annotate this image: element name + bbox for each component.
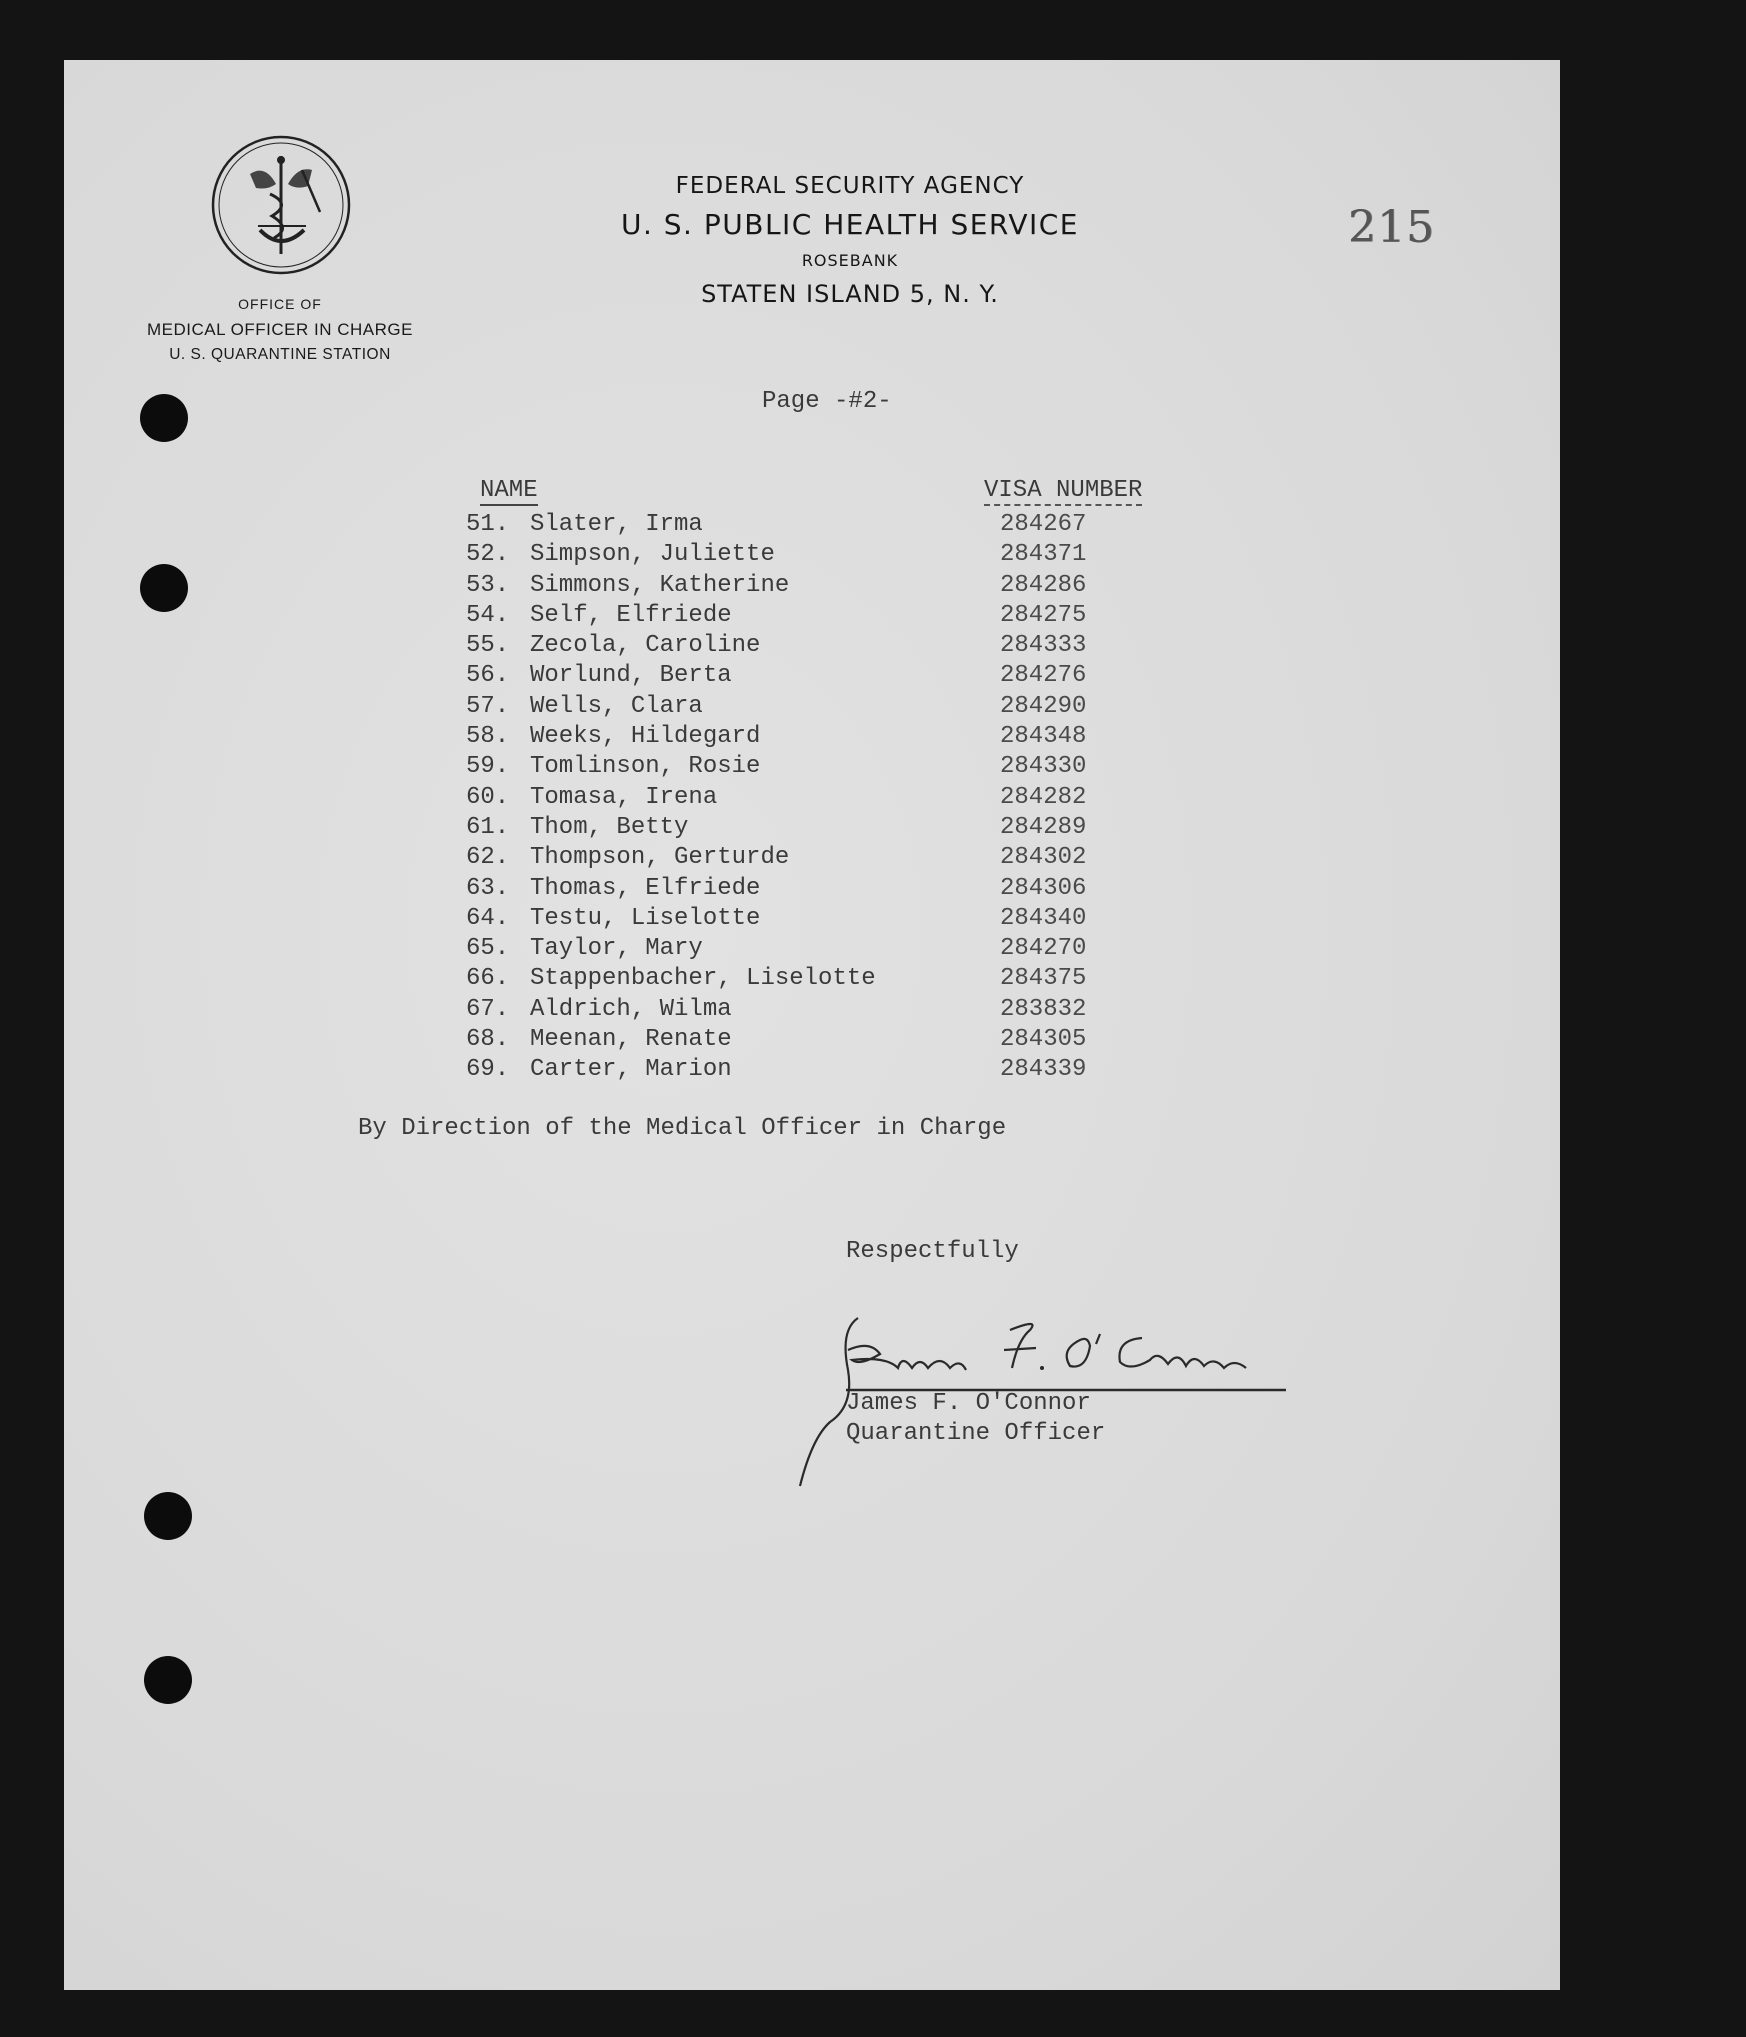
list-row	[466, 904, 1126, 934]
letterhead-locality: ROSEBANK	[801, 251, 899, 270]
office-line1: OFFICE OF	[238, 296, 322, 312]
row-name: Taylor, Mary	[530, 935, 703, 963]
list-row	[466, 571, 1126, 601]
row-visa-number: 284306	[1000, 874, 1087, 902]
row-number: 55.	[466, 632, 510, 660]
row-number: 63.	[466, 874, 510, 902]
row-name: Simmons, Katherine	[530, 571, 790, 599]
row-name: Stappenbacher, Liselotte	[530, 965, 876, 993]
row-visa-number: 284275	[1000, 601, 1087, 629]
row-visa-number: 284302	[1000, 844, 1087, 872]
row-number: 68.	[466, 1026, 510, 1054]
stamped-page-number: 215	[1348, 202, 1435, 253]
row-visa-number: 283832	[1000, 995, 1087, 1023]
page-label: Page -#2-	[762, 388, 892, 415]
public-health-service-seal-icon	[210, 134, 352, 276]
row-number: 53.	[466, 571, 510, 599]
row-number: 58.	[466, 723, 510, 751]
punch-hole	[140, 394, 188, 442]
row-name: Tomasa, Irena	[530, 783, 718, 811]
row-number: 59.	[466, 753, 510, 781]
row-number: 66.	[466, 965, 510, 993]
row-name: Thom, Betty	[530, 813, 689, 841]
row-name: Worlund, Berta	[530, 662, 732, 690]
letterhead-city: STATEN ISLAND 5, N. Y.	[701, 280, 999, 308]
row-visa-number: 284267	[1000, 511, 1087, 538]
punch-hole	[140, 564, 188, 612]
letterhead-service: U. S. PUBLIC HEALTH SERVICE	[620, 208, 1079, 241]
list-row	[466, 874, 1126, 904]
row-number: 56.	[466, 662, 510, 690]
row-visa-number: 284333	[1000, 632, 1087, 660]
row-name: Thomas, Elfriede	[530, 874, 761, 902]
list-row	[466, 1025, 1126, 1055]
row-visa-number: 284286	[1000, 571, 1087, 599]
signatory-name: James F. O'Connor	[846, 1390, 1091, 1417]
list-row	[466, 601, 1126, 631]
signatory-title: Quarantine Officer	[846, 1420, 1106, 1447]
row-name: Thompson, Gerturde	[530, 844, 790, 872]
list-row	[466, 1055, 1126, 1085]
row-number: 69.	[466, 1056, 510, 1084]
row-number: 67.	[466, 995, 510, 1023]
list-row	[466, 661, 1126, 691]
direction-line: By Direction of the Medical Officer in Charge	[358, 1115, 1007, 1142]
office-block	[140, 292, 420, 367]
list-row	[466, 692, 1126, 722]
row-name: Tomlinson, Rosie	[530, 753, 761, 781]
row-visa-number: 284305	[1000, 1026, 1087, 1054]
list-row	[466, 722, 1126, 752]
row-visa-number: 284340	[1000, 904, 1087, 932]
row-name: Zecola, Caroline	[530, 632, 761, 660]
row-number: 51.	[466, 511, 510, 538]
list-row	[466, 540, 1126, 570]
row-number: 52.	[466, 541, 510, 569]
closing: Respectfully	[846, 1238, 1019, 1265]
row-visa-number: 284371	[1000, 541, 1087, 569]
row-number: 61.	[466, 813, 510, 841]
office-line2: MEDICAL OFFICER IN CHARGE	[147, 320, 413, 339]
letterhead-agency: FEDERAL SECURITY AGENCY	[675, 173, 1025, 199]
list-row	[466, 964, 1126, 994]
letterhead	[560, 168, 1140, 312]
visa-column-header-text: VISA NUMBER	[984, 477, 1143, 504]
row-name: Simpson, Juliette	[530, 541, 775, 569]
row-number: 64.	[466, 904, 510, 932]
row-name: Weeks, Hildegard	[530, 723, 761, 751]
row-name: Wells, Clara	[530, 692, 703, 720]
row-name: Aldrich, Wilma	[530, 995, 732, 1023]
name-column-header: NAME	[480, 477, 538, 504]
name-list	[466, 510, 1126, 1086]
list-row	[466, 843, 1126, 873]
row-visa-number: 284339	[1000, 1056, 1087, 1084]
row-name: Meenan, Renate	[530, 1026, 732, 1054]
punch-hole	[144, 1656, 192, 1704]
list-row	[466, 631, 1126, 661]
row-number: 54.	[466, 601, 510, 629]
row-visa-number: 284282	[1000, 783, 1087, 811]
row-number: 60.	[466, 783, 510, 811]
list-row	[466, 510, 1126, 540]
row-name: Slater, Irma	[530, 511, 703, 538]
row-visa-number: 284330	[1000, 753, 1087, 781]
row-number: 62.	[466, 844, 510, 872]
row-visa-number: 284348	[1000, 723, 1087, 751]
row-visa-number: 284375	[1000, 965, 1087, 993]
row-visa-number: 284289	[1000, 813, 1087, 841]
list-row	[466, 813, 1126, 843]
row-visa-number: 284276	[1000, 662, 1087, 690]
row-visa-number: 284290	[1000, 692, 1087, 720]
punch-hole	[144, 1492, 192, 1540]
list-row	[466, 752, 1126, 782]
row-name: Testu, Liselotte	[530, 904, 761, 932]
row-number: 57.	[466, 692, 510, 720]
list-row	[466, 783, 1126, 813]
office-line3: U. S. QUARANTINE STATION	[169, 346, 391, 363]
row-visa-number: 284270	[1000, 935, 1087, 963]
list-row	[466, 995, 1126, 1025]
row-name: Carter, Marion	[530, 1056, 732, 1084]
visa-column-header	[984, 478, 1142, 504]
list-row	[466, 934, 1126, 964]
row-number: 65.	[466, 935, 510, 963]
row-name: Self, Elfriede	[530, 601, 732, 629]
